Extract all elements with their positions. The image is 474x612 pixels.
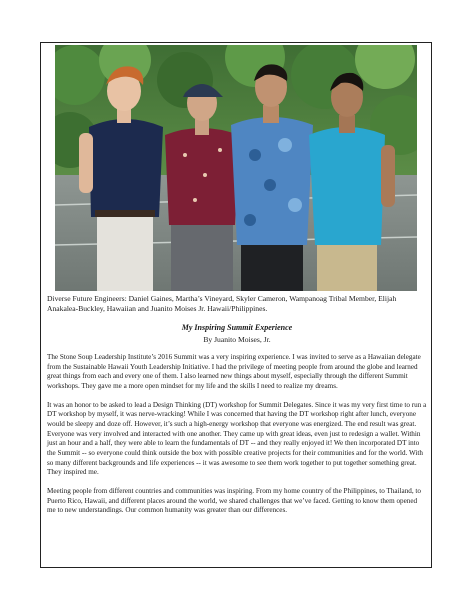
photo-caption: Diverse Future Engineers: Daniel Gaines, Martha’s Vineyard, Skyler Cameron, Wampanoag Tribal Member, Elijah Anakalea-Buckley, Hawaiian and Juanito Moises Jr. Hawaii/Philippines. — [47, 294, 397, 313]
paragraph: The Stone Soup Leadership Institute’s 2016 Summit was a very inspiring experience. I was invited to serve as a Hawaiian delegate from the Sustainable Hawaii Youth Leadership Initiative. I had the privilege of meeting people from around the globe and learned great things from each and every one of them. I also learned new things about myself, especially through the different Summit workshops. They gave me a more open mindset for my life and the skills I need to realize my dreams. — [47, 353, 421, 390]
article-byline: By Juanito Moises, Jr. — [203, 335, 271, 344]
newsletter-page — [40, 42, 432, 568]
article-title: My Inspiring Summit Experience — [181, 323, 293, 332]
article-body — [47, 353, 427, 525]
paragraph: It was an honor to be asked to lead a Design Thinking (DT) workshop for Summit Delegates. Since it was my very first time to run a DT workshop by myself, it was nerve-wracking! While I was concerned that having the DT workshop right after lunch, everyone would be sleepy and doze off. However, it’s such a high-energy workshop that everyone was energized. The end result was great. Everyone was very involved and interacted with one another. They came up with great ideas, even just to redesign a wallet. Within just an hour and a half, they were able to learn the fundamentals of DT -- and they really enjoyed it! We then incorporated DT into the Summit -- so everyone could think outside the box with possible creative projects for their communities and for the world. With so many different backgrounds and life experiences -- it was awesome to see them work together to put together something great. They inspired me. — [47, 400, 427, 477]
group-photo — [55, 45, 417, 291]
paragraph: Meeting people from different countries and communities was inspiring. From my home country of the Philippines, to Thailand, to Puerto Rico, Hawaii, and different places around the world, we shared challenges that we’ve faced. Getting to know them opened me to new understandings. Our common humanity was greater than our differences. — [47, 486, 421, 515]
